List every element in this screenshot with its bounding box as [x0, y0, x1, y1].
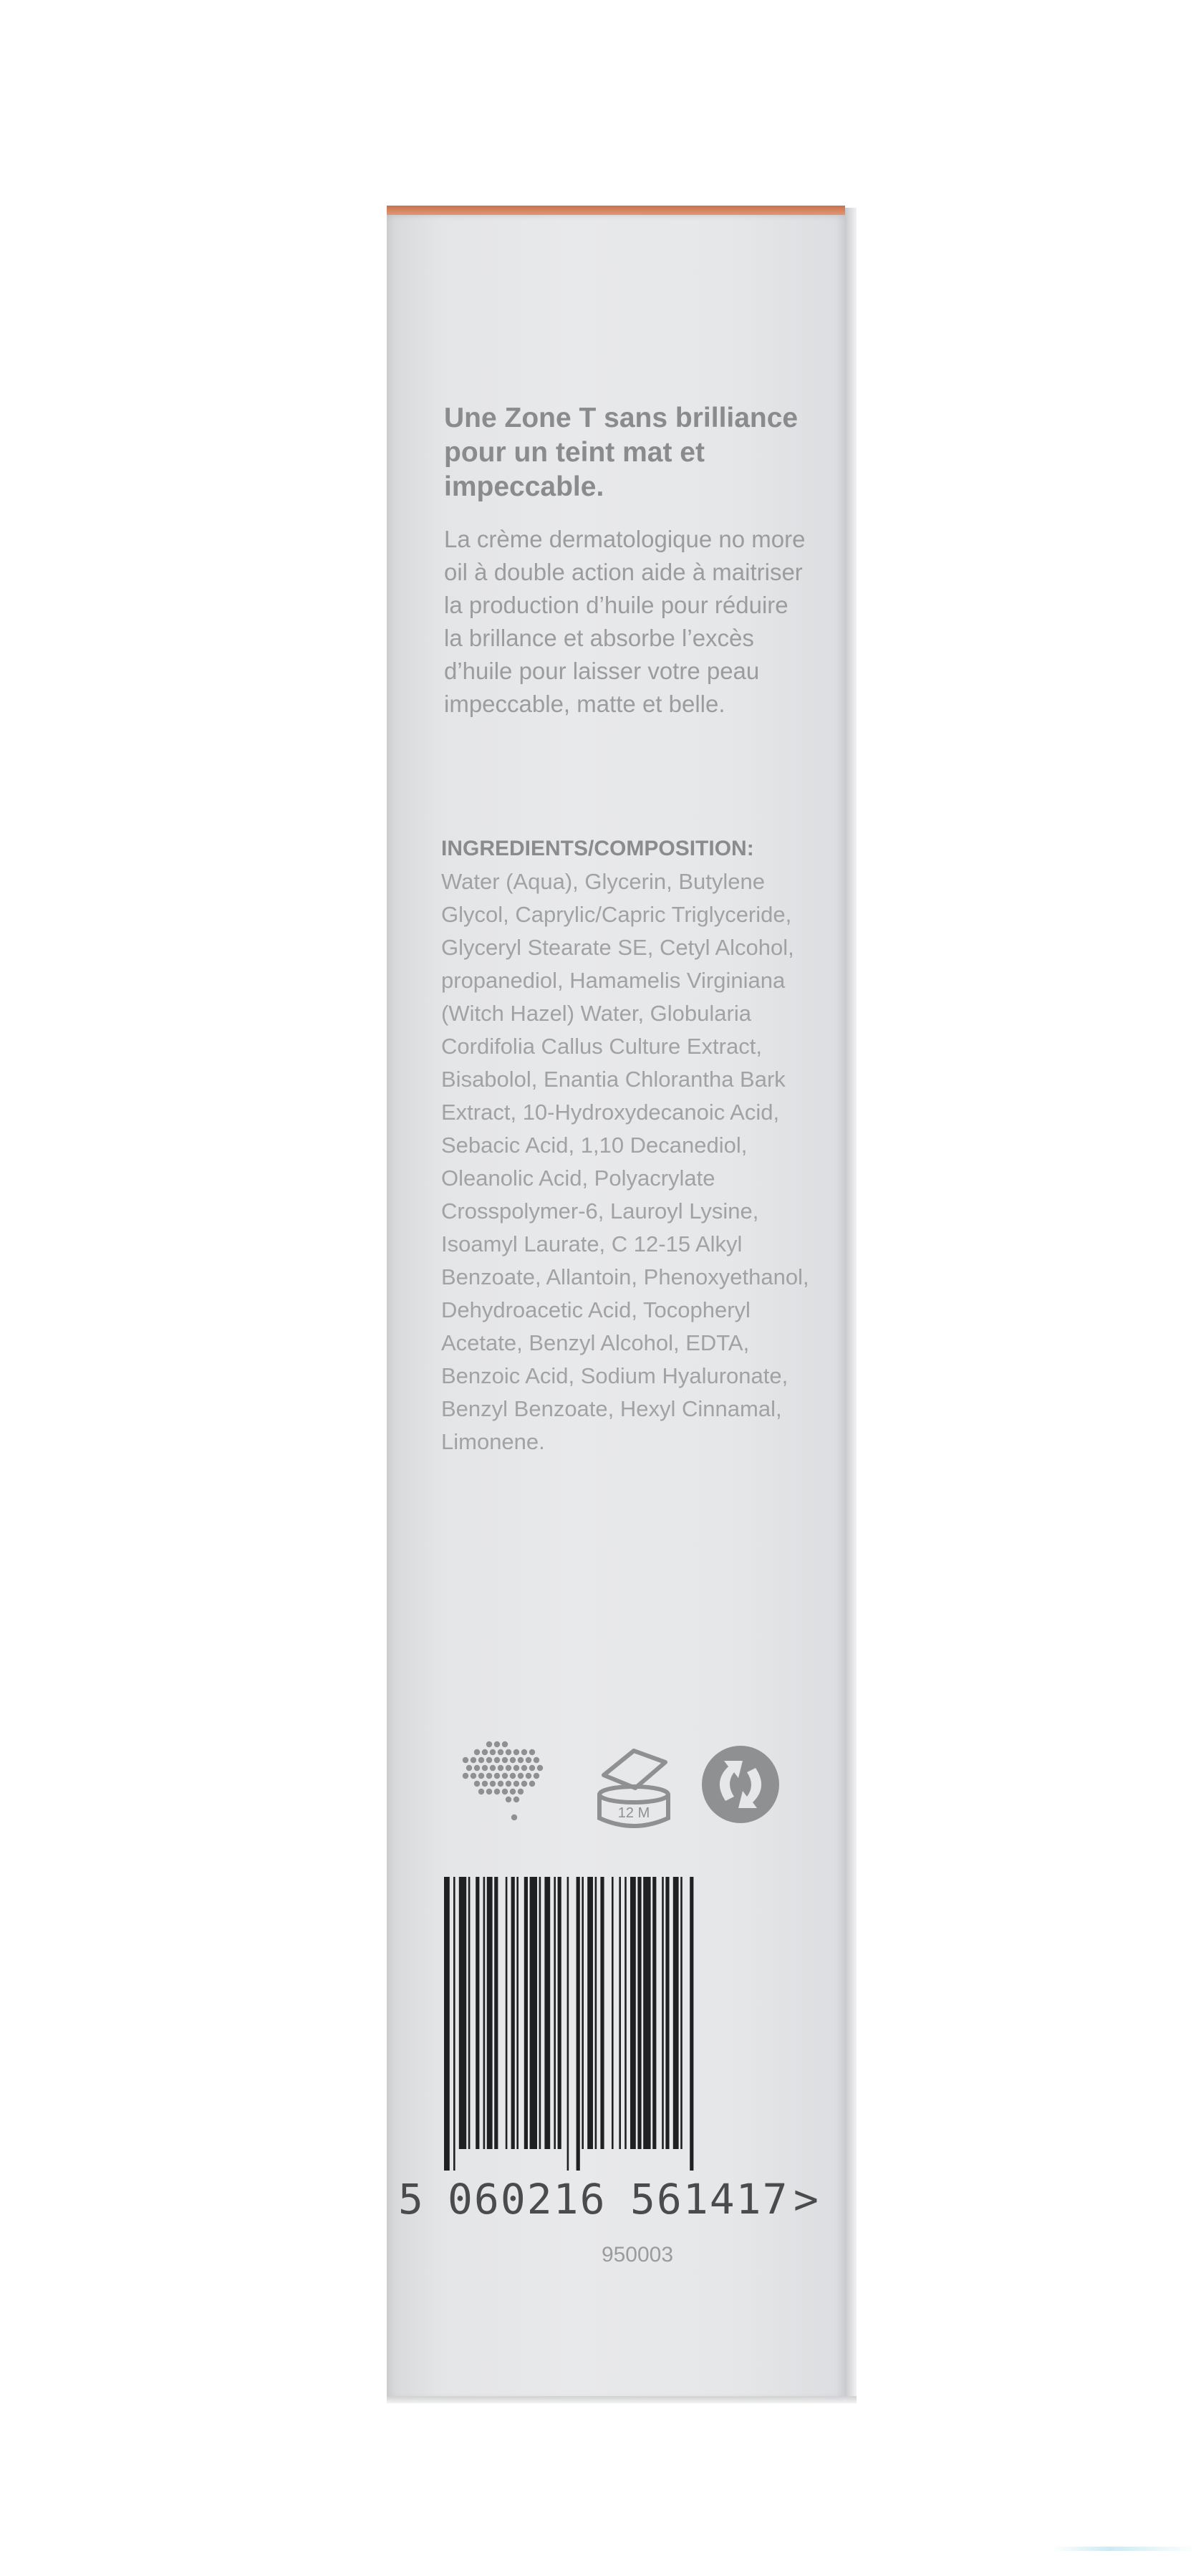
map-dot — [482, 1781, 488, 1787]
barcode-bar — [516, 1877, 518, 2149]
barcode-bar — [459, 1877, 466, 2149]
map-dot — [494, 1789, 500, 1794]
map-dot — [474, 1749, 480, 1755]
barcode-bar — [673, 1877, 679, 2149]
map-dot — [534, 1773, 539, 1779]
barcode-bar — [665, 1877, 669, 2149]
barcode-bar — [595, 1877, 597, 2149]
barcode-bar — [476, 1877, 479, 2149]
barcode-bar — [487, 1877, 493, 2149]
barcode-bar — [577, 1877, 580, 2171]
map-dot — [463, 1773, 468, 1779]
barcode-bar — [662, 1877, 664, 2149]
barcode-bar — [544, 1877, 550, 2149]
map-dot — [513, 1749, 519, 1755]
product-headline: Une Zone T sans brilliance pour un teint mat et impeccable. — [444, 403, 799, 502]
map-dot — [506, 1797, 511, 1802]
map-dot — [478, 1773, 484, 1779]
map-dot — [529, 1765, 535, 1771]
ingredients-list: Water (Aqua), Glycerin, Butylene Glycol, Caprylic/Capric Triglyceride, Glyceryl Stearate SE, Cetyl Alcohol, propanediol, Hamamelis Virginiana (Witch Hazel) Water, Globularia Cordifolia Callus Culture Extract, Bisabolol, Enantia Chlorantha Bark Extract, 10-Hydroxydecanoic Acid, Sebacic Acid, 1,10 Decanediol, Oleanolic Acid, Polyacrylate Crosspolymer-6, Lauroyl Lysine, Isoamyl Laurate, C 12-15 Alkyl Benzoate, Allantoin, Phenoxyethanol, Dehydroacetic Acid, Tocopheryl Acetate, Benzyl Alcohol, EDTA, Benzoic Acid, Sodium Hyaluronate, Benzyl Benzoate, Hexyl Cinnamal, Limonene. — [441, 869, 809, 1454]
map-dot — [494, 1773, 500, 1779]
map-dot — [529, 1749, 535, 1755]
open-jar-icon — [591, 1734, 677, 1830]
map-dot — [502, 1757, 508, 1763]
box-bottom-edge — [387, 2396, 857, 2403]
barcode-bar — [494, 1877, 498, 2149]
map-dot — [511, 1815, 517, 1820]
lot-code: 950003 — [601, 2243, 674, 2267]
map-dot — [521, 1765, 527, 1771]
barcode-bar — [600, 1877, 604, 2149]
map-dot — [471, 1757, 476, 1763]
map-dot — [486, 1757, 492, 1763]
barcode-bar — [587, 1877, 593, 2149]
barcode-bar — [483, 1877, 486, 2149]
pao-label: 12 M — [617, 1805, 650, 1821]
ingredients-title: INGREDIENTS/COMPOSITION: — [441, 837, 754, 860]
map-dot — [498, 1781, 503, 1787]
map-dot — [494, 1741, 500, 1747]
map-dot — [486, 1789, 492, 1794]
map-dot — [502, 1741, 508, 1747]
barcode-left-group: 060216 — [448, 2175, 607, 2224]
map-dot — [478, 1789, 484, 1794]
barcode-end-marker: > — [794, 2175, 819, 2224]
map-dot — [482, 1749, 488, 1755]
barcode-bar — [690, 1877, 693, 2171]
barcode-bar — [468, 1877, 471, 2149]
barcode-bar — [652, 1877, 656, 2149]
map-dot — [521, 1781, 527, 1787]
barcode-bar — [680, 1877, 683, 2149]
barcode-bar — [643, 1877, 650, 2149]
map-dot — [466, 1765, 472, 1771]
barcode — [444, 1877, 802, 2171]
barcode-right-group: 561417 — [630, 2175, 789, 2224]
map-dot — [486, 1741, 492, 1747]
map-dot — [513, 1781, 519, 1787]
product-description: La crème dermatologique no more oil à double action aide à maitriser la production d’huile pour réduire la brillance et absorbe l’excès d’huile pour laisser votre peau impeccable, matte et belle. — [444, 526, 806, 717]
map-dot — [510, 1757, 516, 1763]
barcode-bar — [567, 1877, 569, 2171]
barcode-bar — [453, 1877, 455, 2171]
barcode-bar — [511, 1877, 515, 2149]
map-dot — [474, 1765, 480, 1771]
map-dot — [526, 1773, 531, 1779]
map-dot — [510, 1773, 516, 1779]
green-dot-recycle-icon — [698, 1742, 783, 1827]
australia-map-icon — [458, 1737, 544, 1830]
map-dot — [490, 1749, 496, 1755]
map-dot — [482, 1765, 488, 1771]
map-dot — [537, 1765, 543, 1771]
background-speck — [1053, 2547, 1196, 2551]
map-dot — [490, 1765, 496, 1771]
barcode-bar — [554, 1877, 556, 2149]
barcode-first-digit: 5 — [398, 2175, 423, 2224]
map-dot — [518, 1789, 524, 1794]
map-dot — [502, 1789, 508, 1794]
barcode-bar — [630, 1877, 636, 2149]
map-dot — [474, 1781, 480, 1787]
map-dot — [490, 1781, 496, 1787]
barcode-bar — [444, 1877, 450, 2171]
barcode-bar — [524, 1877, 528, 2149]
barcode-bar — [612, 1877, 614, 2149]
box-right-edge — [845, 208, 857, 2400]
map-dot — [498, 1765, 503, 1771]
barcode-bar — [619, 1877, 621, 2149]
map-dot — [518, 1773, 524, 1779]
map-dot — [478, 1757, 484, 1763]
map-dot — [513, 1797, 519, 1802]
map-dot — [498, 1749, 503, 1755]
map-dot — [506, 1749, 511, 1755]
map-dot — [506, 1765, 511, 1771]
map-dot — [463, 1757, 468, 1763]
map-dot — [534, 1757, 539, 1763]
barcode-bar — [624, 1877, 627, 2149]
barcode-bar — [506, 1877, 508, 2149]
barcode-bar — [539, 1877, 541, 2149]
map-dot — [529, 1781, 535, 1787]
map-dot — [506, 1781, 511, 1787]
map-dot — [518, 1757, 524, 1763]
barcode-bar — [530, 1877, 537, 2149]
map-dot — [471, 1773, 476, 1779]
map-dot — [502, 1773, 508, 1779]
map-dot — [526, 1757, 531, 1763]
barcode-bar — [582, 1877, 584, 2149]
map-dot — [494, 1757, 500, 1763]
map-dot — [510, 1789, 516, 1794]
barcode-bar — [637, 1877, 641, 2149]
map-dot — [513, 1765, 519, 1771]
barcode-bar — [558, 1877, 561, 2149]
map-dot — [521, 1749, 527, 1755]
map-dot — [486, 1773, 492, 1779]
